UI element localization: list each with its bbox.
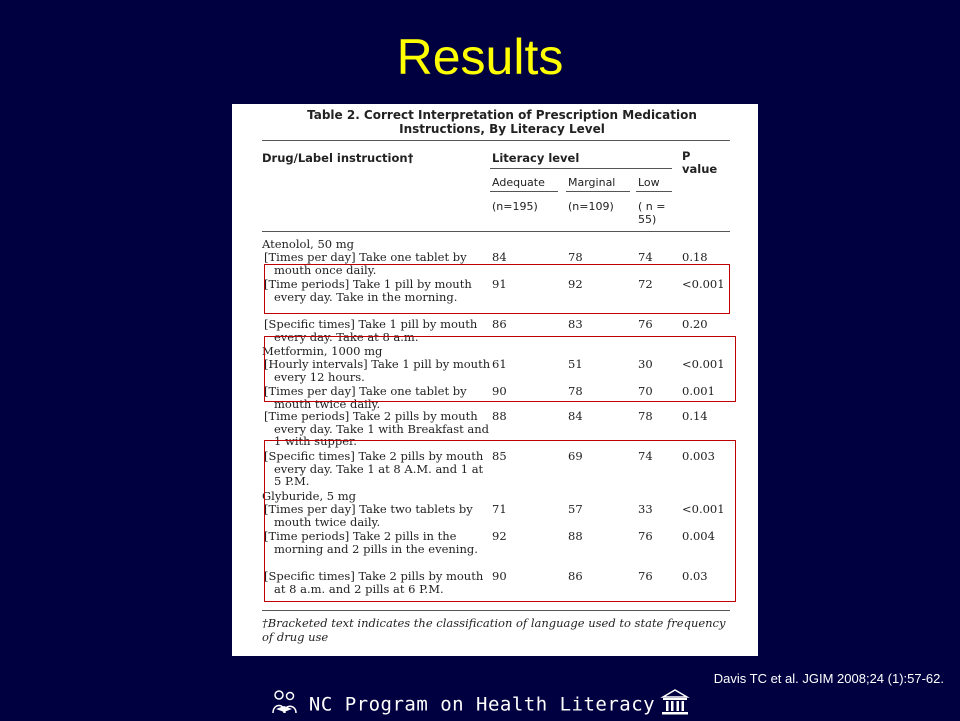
cell-p-value: <0.001: [682, 357, 725, 371]
rule-low: [636, 191, 672, 192]
cell-low: 33: [638, 502, 653, 516]
highlight-box: [264, 336, 736, 402]
sub-header-marginal: Marginal: [568, 176, 616, 189]
table-title-line-1: Table 2. Correct Interpretation of Prescription Medication: [307, 108, 697, 122]
cell-marginal: 78: [568, 250, 583, 264]
sub-header-low: Low: [638, 176, 660, 189]
table-top-rule: [262, 140, 730, 141]
row-label: [Specific times] Take 2 pills by mouth every day. Take 1 at 8 A.M. and 1 at 5 P.M.: [264, 449, 484, 488]
cell-adequate: 71: [492, 502, 507, 516]
cell-p-value: 0.03: [682, 569, 708, 583]
rule-adequate: [490, 191, 558, 192]
col-header-p: P: [682, 149, 691, 163]
cell-adequate: 92: [492, 529, 507, 543]
cell-low: 76: [638, 569, 653, 583]
table-title-line-2: Instructions, By Literacy Level: [399, 122, 605, 136]
table-bottom-rule: [262, 610, 730, 611]
cell-marginal: 57: [568, 502, 583, 516]
row-label: [Specific times] Take 2 pills by mouth at 8 a.m. and 2 pills at 6 P.M.: [264, 569, 484, 596]
cell-low: 70: [638, 384, 653, 398]
cell-p-value: 0.003: [682, 449, 715, 463]
footer-logo: [0, 688, 960, 721]
cell-adequate: 61: [492, 357, 507, 371]
row-label: [Specific times] Take 1 pill by mouth every day. Take at 8 a.m.: [264, 317, 478, 344]
slide-title: Results: [396, 29, 564, 85]
row-label: [Hourly intervals] Take 1 pill by mouth every 12 hours.: [264, 357, 491, 384]
cell-p-value: 0.18: [682, 250, 708, 264]
row-label: [Times per day] Take two tablets by mouth twice daily.: [264, 502, 473, 529]
cell-p-value: 0.20: [682, 317, 708, 331]
literacy-rule: [490, 168, 672, 169]
col-header-literacy: Literacy level: [492, 151, 580, 165]
cell-p-value: <0.001: [682, 277, 725, 291]
cell-low: 74: [638, 250, 653, 264]
table-title: [292, 108, 712, 136]
row-label: [Times per day] Take one tablet by mouth once daily.: [264, 250, 467, 277]
cell-marginal: 69: [568, 449, 583, 463]
cell-adequate: 90: [492, 384, 507, 398]
cell-low: 78: [638, 409, 653, 423]
cell-low: 72: [638, 277, 653, 291]
cell-low: 76: [638, 529, 653, 543]
header-bottom-rule: [262, 231, 730, 232]
cell-p-value: 0.001: [682, 384, 715, 398]
col-header-drug: Drug/Label instruction†: [262, 151, 414, 165]
table-footnote: †Bracketed text indicates the classification of language used to state frequency of drug use: [262, 616, 726, 644]
n-low-line-1: ( n =: [638, 200, 666, 213]
sub-header-adequate: Adequate: [492, 176, 545, 189]
cell-marginal: 83: [568, 317, 583, 331]
highlight-box: [264, 264, 730, 314]
highlight-box: [264, 440, 736, 602]
col-header-p-value: value: [682, 162, 718, 176]
cell-marginal: 88: [568, 529, 583, 543]
n-adequate: (n=195): [492, 200, 538, 213]
citation: Davis TC et al. JGIM 2008;24 (1):57-62.: [713, 671, 944, 686]
cell-marginal: 84: [568, 409, 583, 423]
cell-p-value: 0.004: [682, 529, 715, 543]
cell-low: 74: [638, 449, 653, 463]
cell-marginal: 92: [568, 277, 583, 291]
cell-adequate: 91: [492, 277, 507, 291]
cell-adequate: 86: [492, 317, 507, 331]
drug-name: Glyburide, 5 mg: [262, 489, 357, 503]
drug-name: Metformin, 1000 mg: [262, 344, 383, 358]
row-label: [Time periods] Take 2 pills by mouth every day. Take 1 with Breakfast and 1 with supper.: [264, 409, 489, 448]
row-label: [Time periods] Take 1 pill by mouth every day. Take in the morning.: [264, 277, 472, 304]
building-columns-icon: [660, 688, 690, 721]
cell-adequate: 85: [492, 449, 507, 463]
cell-marginal: 86: [568, 569, 583, 583]
cell-adequate: 88: [492, 409, 507, 423]
cell-adequate: 90: [492, 569, 507, 583]
n-marginal: (n=109): [568, 200, 614, 213]
rule-marginal: [566, 191, 630, 192]
cell-low: 30: [638, 357, 653, 371]
cell-low: 76: [638, 317, 653, 331]
row-label: [Times per day] Take one tablet by mouth twice daily.: [264, 384, 467, 411]
row-label: [Time periods] Take 2 pills in the morning and 2 pills in the evening.: [264, 529, 478, 556]
footer-text: NC Program on Health Literacy: [308, 693, 656, 716]
n-low-line-2: 55): [638, 213, 657, 226]
cell-marginal: 51: [568, 357, 583, 371]
cell-marginal: 78: [568, 384, 583, 398]
cell-p-value: <0.001: [682, 502, 725, 516]
drug-name: Atenolol, 50 mg: [262, 237, 355, 251]
cell-p-value: 0.14: [682, 409, 708, 423]
readers-icon: [270, 689, 304, 720]
cell-adequate: 84: [492, 250, 507, 264]
